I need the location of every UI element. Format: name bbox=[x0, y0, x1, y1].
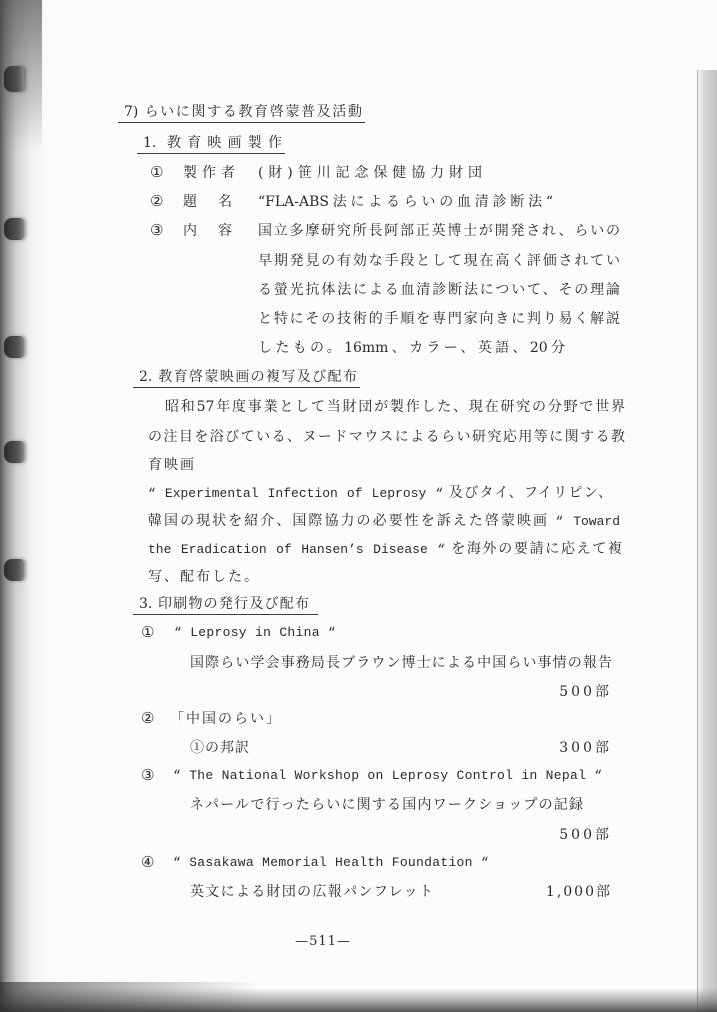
publication-title: “ The National Workshop on Leprosy Control in Nepal “ bbox=[173, 768, 603, 783]
binding-ring-mark bbox=[4, 218, 24, 240]
publication-title: 「中国のらい」 bbox=[170, 711, 282, 727]
row-label-title: 題 名 bbox=[183, 194, 232, 210]
paragraph-text: 韓国の現状を紹介、国際協力の必要性を訴えた啓蒙映画 bbox=[148, 513, 556, 529]
publication-description: 国際らい学会事務局長ブラウン博士による中国らい事情の報告 bbox=[190, 655, 612, 671]
subsection-heading-publications: 3. 印刷物の発行及び配布 bbox=[133, 595, 318, 615]
paragraph-text: 及びタイ、フイリピン、 bbox=[443, 485, 612, 501]
item-number: ③ bbox=[141, 766, 155, 784]
row-label-content: 内 容 bbox=[183, 223, 232, 239]
row-value-content-line: と特にその技術的手順を専門家向きに判り易く解説 bbox=[258, 311, 620, 327]
row-label-producer: 製作者 bbox=[183, 165, 235, 181]
binding-shadow bbox=[0, 0, 64, 1012]
subsection-heading-film-production: 1. 教育映画製作 bbox=[137, 134, 285, 154]
subsection-heading-film-distribution: 2. 教育啓蒙映画の複写及び配布 bbox=[133, 368, 360, 388]
binding-ring-mark bbox=[4, 441, 24, 463]
paragraph-line: 昭和57年度事業として当財団が製作した、現在研究の分野で世界 bbox=[165, 399, 625, 415]
bottom-corner-shadow bbox=[0, 982, 260, 1012]
binding-ring-mark bbox=[4, 336, 24, 358]
publication-description: ネパールで行ったらいに関する国内ワークショップの記録 bbox=[190, 797, 583, 813]
row-value-producer: (財)笹川記念保健協力財団 bbox=[258, 165, 482, 181]
binding-ring-mark bbox=[4, 559, 24, 581]
film-title-english: “ Experimental Infection of Leprosy “ bbox=[148, 486, 444, 501]
section-heading: 7) らいに関する教育啓蒙普及活動 bbox=[118, 103, 365, 123]
publication-copies: 500部 bbox=[559, 684, 612, 700]
paragraph-text: を海外の要請に応えて複 bbox=[445, 541, 622, 557]
row-number: ② bbox=[150, 192, 164, 210]
publication-title: “ Sasakawa Memorial Health Foundation “ bbox=[173, 855, 489, 870]
paragraph-line bbox=[148, 512, 620, 531]
publication-copies: 500部 bbox=[559, 827, 612, 843]
film-title-english: “ Toward bbox=[555, 514, 620, 529]
publication-description: 英文による財団の広報パンフレット bbox=[190, 884, 433, 900]
film-title-english: the Eradication of Hansen’s Disease “ bbox=[148, 542, 446, 557]
right-edge-shadow bbox=[697, 70, 717, 1012]
publication-copies: 300部 bbox=[559, 740, 612, 756]
paragraph-line: 育映画 bbox=[148, 457, 196, 473]
publication-copies: 1,000部 bbox=[545, 884, 612, 900]
publication-description: ①の邦訳 bbox=[190, 740, 250, 756]
row-value-title: “FLA-ABS法によるらいの血清診断法“ bbox=[258, 194, 553, 210]
paragraph-line bbox=[148, 484, 612, 503]
row-value-content-line: 国立多摩研究所長阿部正英博士が開発され、らいの bbox=[258, 223, 620, 239]
item-number: ① bbox=[141, 623, 155, 641]
page-number: —511— bbox=[295, 934, 351, 949]
binding-ring-mark bbox=[4, 66, 24, 92]
row-value-content-line: 早期発見の有効な手段として現在高く評価されてい bbox=[258, 253, 620, 269]
row-number: ③ bbox=[150, 221, 164, 239]
row-value-content-line: したもの。16mm、カラー、英語、20分 bbox=[258, 340, 565, 356]
row-number: ① bbox=[150, 163, 164, 181]
row-value-content-line: る螢光抗体法による血清診断法について、その理論 bbox=[258, 282, 620, 298]
publication-title: “ Leprosy in China “ bbox=[174, 625, 337, 640]
item-number: ④ bbox=[141, 853, 155, 871]
paragraph-line: の注目を浴びている、ヌードマウスによるらい研究応用等に関する教 bbox=[148, 429, 625, 445]
paragraph-line: 写、配布した。 bbox=[148, 569, 260, 585]
paragraph-line bbox=[148, 540, 622, 559]
item-number: ② bbox=[141, 709, 155, 727]
